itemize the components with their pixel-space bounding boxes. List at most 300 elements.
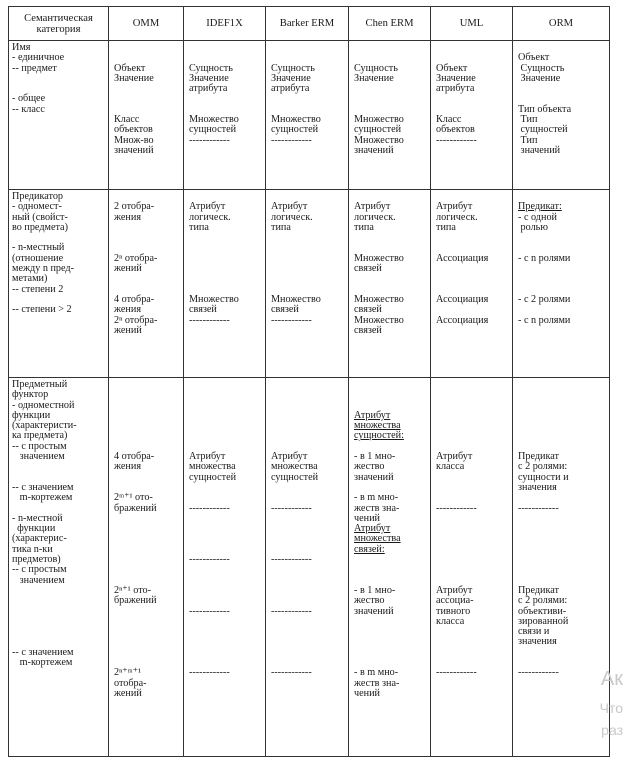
cell-line: Сущность xyxy=(271,62,315,74)
cell-line: функции xyxy=(12,409,51,421)
cell-line: значения xyxy=(518,636,557,648)
cell-line xyxy=(184,514,265,524)
cell-line: сущностей xyxy=(518,124,568,136)
cell-line xyxy=(349,94,430,104)
cell-line xyxy=(184,243,265,253)
cell-line: -- с значением xyxy=(12,646,74,658)
table-row xyxy=(9,190,610,378)
cell-line xyxy=(109,401,183,411)
cell-line xyxy=(431,555,512,565)
table-row xyxy=(9,378,610,757)
cell-line xyxy=(349,390,430,400)
cell-line xyxy=(184,483,265,493)
watermark-text: Что xyxy=(599,700,623,716)
cell-line xyxy=(184,627,265,637)
cell-line xyxy=(109,421,183,431)
table-header-row xyxy=(9,7,610,41)
cell-line: Атрибут xyxy=(436,451,473,463)
cell-line: значением xyxy=(12,574,65,586)
cell-line xyxy=(513,233,609,243)
cell-line xyxy=(184,264,265,274)
cell-line: класса xyxy=(436,461,465,473)
cell-line: жество xyxy=(354,461,385,473)
cell-line: тивного xyxy=(436,605,471,617)
cell-line: ------------ xyxy=(271,502,312,514)
cell-line xyxy=(431,431,512,441)
table-cell-chen-erm xyxy=(349,41,431,190)
cell-line: связей: xyxy=(354,543,385,555)
cell-line xyxy=(184,648,265,658)
cell-line: ------------ xyxy=(518,667,559,679)
cell-line xyxy=(109,390,183,400)
cell-line: Значение xyxy=(114,72,154,84)
cell-line xyxy=(266,274,348,284)
cell-line: логическ. xyxy=(271,211,313,223)
cell-line xyxy=(184,254,265,264)
cell-line xyxy=(513,565,609,575)
cell-line: ------------ xyxy=(436,502,477,514)
cell-line xyxy=(431,411,512,421)
cell-line xyxy=(513,421,609,431)
cell-line: ассоциа- xyxy=(436,595,474,607)
table-cell-barker-erm xyxy=(266,41,349,190)
cell-line: Атрибут xyxy=(271,201,308,213)
cell-line: Сущность xyxy=(354,62,398,74)
cell-line: Атрибут xyxy=(354,201,391,213)
cell-line: 2ⁿ⁺¹ ото- xyxy=(114,584,152,596)
cell-line: Атрибут xyxy=(189,451,226,463)
cell-line: сущностей: xyxy=(354,430,404,442)
cell-line: Множество xyxy=(271,293,321,305)
cell-line: -- с простым xyxy=(12,564,67,576)
cell-line: ------------ xyxy=(189,314,230,326)
cell-line xyxy=(109,648,183,658)
cell-line xyxy=(431,390,512,400)
cell-line: Значение xyxy=(189,72,229,84)
cell-line: тика n-ки xyxy=(12,543,53,555)
cell-line: 2ᵐ⁺¹ ото- xyxy=(114,492,153,504)
cell-line xyxy=(184,401,265,411)
cell-line xyxy=(266,586,348,596)
cell-line xyxy=(9,596,108,606)
cell-line: значением xyxy=(12,451,65,463)
cell-line xyxy=(513,555,609,565)
cell-line: логическ. xyxy=(189,211,231,223)
cell-line xyxy=(431,565,512,575)
cell-line: - единичное xyxy=(12,52,65,64)
cell-line: 4 отобра- xyxy=(114,451,155,463)
cell-line: чений xyxy=(354,687,381,699)
cell-line: m-кортежем xyxy=(12,492,73,504)
table-cell-orm xyxy=(513,190,610,378)
cell-line: множества xyxy=(354,533,401,545)
cell-line xyxy=(266,565,348,575)
cell-line: атрибута xyxy=(436,83,475,95)
cell-line: связи и xyxy=(518,626,550,638)
cell-line xyxy=(109,514,183,524)
cell-line: значений xyxy=(114,144,154,156)
cell-line: жений xyxy=(114,263,142,275)
cell-line: связей xyxy=(354,263,382,275)
cell-line xyxy=(513,545,609,555)
cell-line: -- с простым xyxy=(12,440,67,452)
cell-line: Множество xyxy=(354,314,404,326)
cell-line xyxy=(266,596,348,606)
watermark-text: раз xyxy=(601,722,623,738)
cell-line: ------------ xyxy=(189,502,230,514)
cell-line xyxy=(266,514,348,524)
cell-line: зированной xyxy=(518,615,569,627)
cell-line xyxy=(431,421,512,431)
cell-line: сущностей xyxy=(189,124,237,136)
cell-line: с 2 ролями: xyxy=(518,595,568,607)
cell-line: функции xyxy=(12,523,56,535)
cell-line: ------------ xyxy=(271,554,312,566)
cell-line: ------------ xyxy=(271,134,312,146)
cell-line xyxy=(266,617,348,627)
cell-line: Атрибут xyxy=(436,201,473,213)
cell-line: ------------ xyxy=(518,502,559,514)
cell-line: объектов xyxy=(114,124,153,136)
table-cell-category xyxy=(9,378,109,757)
cell-line xyxy=(184,233,265,243)
cell-line: Значение xyxy=(271,72,311,84)
cell-line: Объект xyxy=(518,52,550,64)
cell-line xyxy=(266,94,348,104)
table-cell-omm xyxy=(109,378,184,757)
cell-line xyxy=(349,380,430,390)
header-idef1x: IDEF1X xyxy=(184,7,266,41)
cell-line xyxy=(431,233,512,243)
header-barker-erm: Barker ERM xyxy=(266,7,349,41)
cell-line: сущности и xyxy=(518,471,569,483)
cell-line xyxy=(9,586,108,596)
cell-line xyxy=(109,380,183,390)
cell-line: 2ⁿ отобра- xyxy=(114,314,158,326)
cell-line xyxy=(266,627,348,637)
cell-line xyxy=(184,596,265,606)
cell-line xyxy=(184,390,265,400)
cell-line: ный (свойст- xyxy=(12,211,68,223)
cell-line: 4 отобра- xyxy=(114,293,155,305)
cell-line: жения xyxy=(114,211,142,223)
cell-line xyxy=(266,411,348,421)
cell-line: логическ. xyxy=(354,211,396,223)
cell-line: ------------ xyxy=(271,667,312,679)
cell-line xyxy=(513,390,609,400)
cell-line: Значение xyxy=(436,72,476,84)
cell-line: Множество xyxy=(354,293,404,305)
cell-line: Тип объекта xyxy=(518,103,572,115)
cell-line xyxy=(109,473,183,483)
cell-line xyxy=(349,43,430,53)
cell-line: Множество xyxy=(271,114,321,126)
table-cell-uml xyxy=(431,190,513,378)
cell-line: логическ. xyxy=(436,211,478,223)
cell-line: ка предмета) xyxy=(12,430,68,442)
cell-line: Множество xyxy=(189,293,239,305)
cell-line xyxy=(9,74,108,84)
watermark-text: Ак xyxy=(600,668,623,690)
cell-line xyxy=(184,431,265,441)
cell-line xyxy=(431,483,512,493)
cell-line: отобра- xyxy=(114,677,147,689)
cell-line: Атрибут xyxy=(436,584,473,596)
cell-line: Ассоциация xyxy=(436,293,489,305)
cell-line xyxy=(184,380,265,390)
cell-line xyxy=(431,627,512,637)
cell-line: Множество xyxy=(354,134,404,146)
cell-line: объектов xyxy=(436,124,475,136)
cell-line: -- степени 2 xyxy=(12,283,64,295)
cell-line xyxy=(184,94,265,104)
cell-line: во предмета) xyxy=(12,221,68,233)
cell-line: - в m мно- xyxy=(354,492,399,504)
cell-line xyxy=(431,545,512,555)
header-semantic-category: Семантическая категория xyxy=(9,7,109,41)
cell-line: - с одной xyxy=(518,211,557,223)
cell-line xyxy=(431,264,512,274)
header-chen-erm: Chen ERM xyxy=(349,7,431,41)
cell-line xyxy=(109,607,183,617)
cell-line: жения xyxy=(114,304,142,316)
cell-line xyxy=(266,534,348,544)
cell-line xyxy=(9,627,108,637)
cell-line xyxy=(513,401,609,411)
cell-line: жество xyxy=(354,595,385,607)
cell-line: Предикатор xyxy=(12,191,64,202)
cell-line xyxy=(349,233,430,243)
cell-line: Предикат: xyxy=(518,201,562,213)
cell-line: множества xyxy=(189,461,236,473)
cell-line: -- класс xyxy=(12,103,45,115)
cell-line xyxy=(184,421,265,431)
cell-line xyxy=(266,401,348,411)
cell-line: - в 1 мно- xyxy=(354,451,396,463)
cell-line: Сущность xyxy=(518,62,565,74)
cell-line: Имя xyxy=(12,42,31,53)
cell-line xyxy=(266,243,348,253)
cell-line: - n-местный xyxy=(12,242,65,254)
cell-line: ------------ xyxy=(271,605,312,617)
cell-line: Тип xyxy=(518,134,538,146)
cell-line xyxy=(349,555,430,565)
cell-line: Множество xyxy=(354,252,404,264)
cell-line: сущностей xyxy=(271,471,319,483)
cell-line: Множ-во xyxy=(114,134,154,146)
cell-line: ------------ xyxy=(189,605,230,617)
cell-line: сущностей xyxy=(189,471,237,483)
cell-line: с 2 ролями: xyxy=(518,461,568,473)
cell-line xyxy=(109,534,183,544)
cell-line xyxy=(109,94,183,104)
cell-line: типа xyxy=(189,221,209,233)
cell-line: - в 1 мно- xyxy=(354,584,396,596)
table-cell-category xyxy=(9,190,109,378)
cell-line: - в m мно- xyxy=(354,667,399,679)
cell-line xyxy=(349,637,430,647)
cell-line xyxy=(513,274,609,284)
cell-line: - общее xyxy=(12,93,46,105)
table-cell-barker-erm xyxy=(266,190,349,378)
cell-line: связей xyxy=(354,324,382,336)
cell-line: метами) xyxy=(12,273,48,285)
cell-line: жения xyxy=(114,461,142,473)
cell-line: ------------ xyxy=(271,314,312,326)
cell-line: чений xyxy=(354,512,381,524)
cell-line: значения xyxy=(518,481,557,493)
cell-line xyxy=(266,524,348,534)
cell-line xyxy=(184,586,265,596)
cell-line xyxy=(513,380,609,390)
cell-line: - одноместной xyxy=(12,399,75,411)
cell-line: Предметный xyxy=(12,379,68,390)
header-orm: ORM xyxy=(513,7,610,41)
header-omm: ОММ xyxy=(109,7,184,41)
cell-line: жений xyxy=(114,324,142,336)
cell-line: Атрибут xyxy=(271,451,308,463)
cell-line xyxy=(109,233,183,243)
table-cell-chen-erm xyxy=(349,378,431,757)
cell-line xyxy=(431,648,512,658)
cell-line: сущностей xyxy=(354,124,402,136)
cell-line xyxy=(513,514,609,524)
cell-line xyxy=(431,473,512,483)
table-cell-uml xyxy=(431,378,513,757)
cell-line: Объект xyxy=(436,62,468,74)
cell-line xyxy=(266,264,348,274)
cell-line xyxy=(109,524,183,534)
table-cell-idef1x xyxy=(184,41,266,190)
cell-line: -- предмет xyxy=(12,62,57,74)
cell-line xyxy=(109,411,183,421)
table-cell-orm xyxy=(513,41,610,190)
cell-line xyxy=(109,545,183,555)
table-cell-barker-erm xyxy=(266,378,349,757)
cell-line: типа xyxy=(436,221,456,233)
cell-line: атрибута xyxy=(189,83,228,95)
cell-line: ------------ xyxy=(189,554,230,566)
cell-line xyxy=(266,421,348,431)
cell-line: 2 отобра- xyxy=(114,201,155,213)
cell-line: бражений xyxy=(114,502,157,514)
cell-line: Множество xyxy=(189,114,239,126)
cell-line: (отношение xyxy=(12,252,64,264)
cell-line xyxy=(266,576,348,586)
document-page xyxy=(8,6,609,757)
cell-line: значений xyxy=(518,144,561,156)
cell-line: объективи- xyxy=(518,605,567,617)
cell-line xyxy=(431,524,512,534)
cell-line: между n пред- xyxy=(12,263,74,275)
cell-line: множества xyxy=(271,461,318,473)
cell-line xyxy=(431,43,512,53)
cell-line: связей xyxy=(271,304,299,316)
cell-line xyxy=(349,274,430,284)
cell-line xyxy=(109,274,183,284)
cell-line xyxy=(184,576,265,586)
cell-line xyxy=(184,274,265,284)
cell-line: Тип xyxy=(518,114,538,126)
cell-line: Предикат xyxy=(518,451,559,463)
cell-line xyxy=(349,565,430,575)
cell-line: -- степени > 2 xyxy=(12,304,72,316)
cell-line xyxy=(266,233,348,243)
cell-line: связей xyxy=(189,304,217,316)
cell-line: типа xyxy=(271,221,291,233)
cell-line: - одномест- xyxy=(12,201,62,213)
table-cell-category xyxy=(9,41,109,190)
cell-line xyxy=(184,43,265,53)
cell-line: Объект xyxy=(114,62,146,74)
cell-line: значений xyxy=(354,144,394,156)
cell-line xyxy=(109,84,183,94)
table-cell-chen-erm xyxy=(349,190,431,378)
cell-line xyxy=(349,648,430,658)
cell-line xyxy=(109,223,183,233)
cell-line xyxy=(431,94,512,104)
table-cell-idef1x xyxy=(184,378,266,757)
cell-line xyxy=(431,534,512,544)
cell-line xyxy=(513,524,609,534)
cell-line xyxy=(431,401,512,411)
cell-line xyxy=(109,617,183,627)
cell-line xyxy=(184,565,265,575)
cell-line xyxy=(266,390,348,400)
cell-line xyxy=(513,648,609,658)
cell-line xyxy=(431,637,512,647)
cell-line: m-кортежем xyxy=(12,657,73,669)
cell-line: ролью xyxy=(518,221,548,233)
cell-line: бражений xyxy=(114,595,157,607)
cell-line xyxy=(184,411,265,421)
cell-line xyxy=(109,627,183,637)
table-cell-uml xyxy=(431,41,513,190)
cell-line xyxy=(513,84,609,94)
cell-line: ------------ xyxy=(436,134,477,146)
cell-line: Класс xyxy=(114,114,140,126)
cell-line: Ассоциация xyxy=(436,252,489,264)
cell-line: значений xyxy=(354,471,394,483)
cell-line: - с 2 ролями xyxy=(518,293,571,305)
cell-line: сущностей xyxy=(271,124,319,136)
cell-line: предметов) xyxy=(12,554,61,566)
cell-line xyxy=(184,524,265,534)
cell-line xyxy=(513,264,609,274)
cell-line: Атрибут xyxy=(189,201,226,213)
cell-line: типа xyxy=(354,221,374,233)
cell-line xyxy=(109,637,183,647)
cell-line: - с n ролями xyxy=(518,314,571,326)
model-comparison-table xyxy=(8,6,610,757)
cell-line: атрибута xyxy=(271,83,310,95)
cell-line xyxy=(9,607,108,617)
cell-line xyxy=(431,274,512,284)
cell-line xyxy=(9,462,108,472)
cell-line: функтор xyxy=(12,389,49,401)
cell-line: -- с значением xyxy=(12,481,74,493)
cell-line xyxy=(431,514,512,524)
cell-line: ------------ xyxy=(189,667,230,679)
cell-line xyxy=(513,431,609,441)
cell-line: Ассоциация xyxy=(436,314,489,326)
cell-line: - n-местной xyxy=(12,512,63,524)
cell-line xyxy=(266,254,348,264)
cell-line xyxy=(266,483,348,493)
cell-line xyxy=(349,627,430,637)
cell-line xyxy=(184,534,265,544)
table-cell-orm xyxy=(513,378,610,757)
